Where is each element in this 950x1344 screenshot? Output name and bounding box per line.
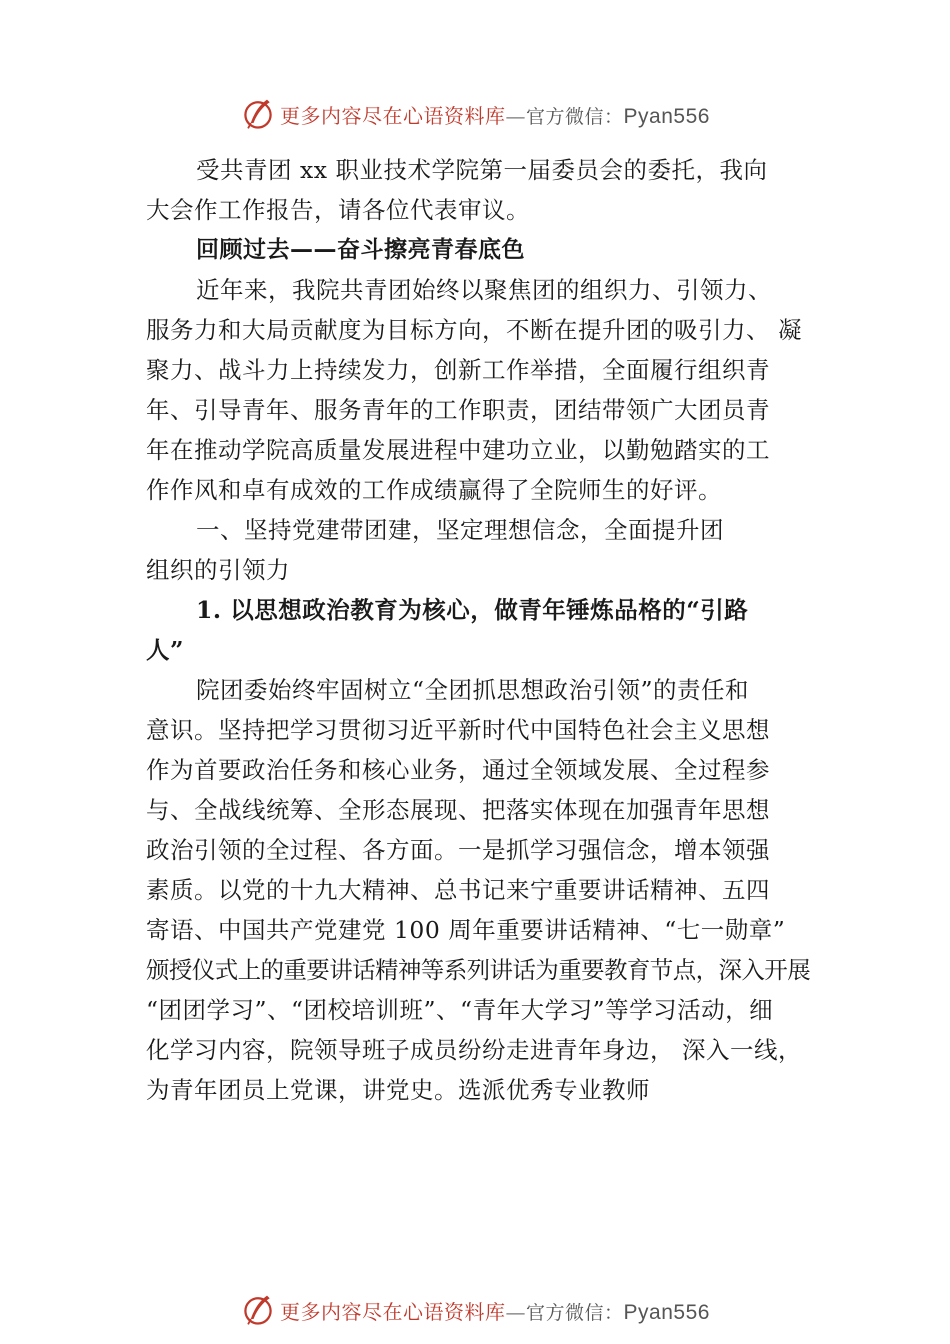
- body-line: 作为首要政治任务和核心业务，通过全领域发展、全过程参: [146, 756, 770, 784]
- quill-pen-logo-icon: [240, 1292, 276, 1328]
- footer-watermark: [0, 1290, 950, 1330]
- subsection-heading: 一、坚持党建带团建，坚定理想信念，全面提升团: [196, 516, 724, 544]
- body-line: 服务力和大局贡献度为目标方向，不断在提升团的吸引力、 凝: [146, 316, 802, 344]
- body-line: 受共青团 xx 职业技术学院第一届委员会的委托，我向: [196, 156, 768, 184]
- item-heading-continued: 人”: [146, 636, 185, 664]
- body-line: 为青年团员上党课，讲党史。选派优秀专业教师: [146, 1076, 650, 1104]
- body-line: 年在推动学院高质量发展进程中建功立业，以勤勉踏实的工: [146, 436, 770, 464]
- watermark-account: Pyan556: [623, 104, 710, 128]
- body-line: 意识。坚持把学习贯彻习近平新时代中国特色社会主义思想: [146, 716, 770, 744]
- quill-pen-logo-icon: [240, 96, 276, 132]
- watermark-wechat-label: 官方微信：: [526, 105, 624, 128]
- subsection-heading-continued: 组织的引领力: [146, 556, 290, 584]
- watermark-wechat-label: 官方微信：: [526, 1301, 624, 1324]
- watermark-text: [280, 100, 710, 129]
- body-line: 年、引导青年、服务青年的工作职责，团结带领广大团员青: [146, 396, 770, 424]
- watermark-account: Pyan556: [623, 1300, 710, 1324]
- item-heading: 1. 以思想政治教育为核心，做青年锤炼品格的“引路: [196, 596, 749, 624]
- document-body: [146, 150, 818, 1110]
- body-line: 政治引领的全过程、各方面。一是抓学习强信念，增本领强: [146, 836, 770, 864]
- body-line: 作作风和卓有成效的工作成绩赢得了全院师生的好评。: [146, 476, 722, 504]
- body-line: 院团委始终牢固树立“全团抓思想政治引领”的责任和: [196, 676, 750, 704]
- section-heading: 回顾过去——奋斗擦亮青春底色: [196, 237, 525, 263]
- body-line: 与、全战线统筹、全形态展现、把落实体现在加强青年思想: [146, 796, 770, 824]
- body-line: “团团学习”、“团校培训班”、“青年大学习”等学习活动，细: [146, 996, 774, 1024]
- body-line: 聚力、战斗力上持续发力，创新工作举措，全面履行组织青: [146, 356, 770, 384]
- watermark-text: [280, 1296, 710, 1325]
- body-line: 近年来，我院共青团始终以聚焦团的组织力、引领力、: [196, 276, 772, 304]
- body-line: 大会作工作报告，请各位代表审议。: [146, 196, 530, 224]
- watermark-brand: 更多内容尽在心语资料库: [280, 103, 506, 128]
- watermark-dash: —: [505, 103, 527, 128]
- watermark-brand: 更多内容尽在心语资料库: [280, 1299, 506, 1324]
- header-watermark: [0, 94, 950, 134]
- watermark-dash: —: [505, 1299, 527, 1324]
- body-line: 素质。以党的十九大精神、总书记来宁重要讲话精神、五四: [146, 876, 770, 904]
- body-line: 化学习内容，院领导班子成员纷纷走进青年身边， 深入一线，: [146, 1036, 802, 1064]
- body-line: 颁授仪式上的重要讲话精神等系列讲话为重要教育节点，深入开展: [146, 956, 811, 984]
- body-line: 寄语、中国共产党建党 100 周年重要讲话精神、“七一勋章”: [146, 916, 786, 944]
